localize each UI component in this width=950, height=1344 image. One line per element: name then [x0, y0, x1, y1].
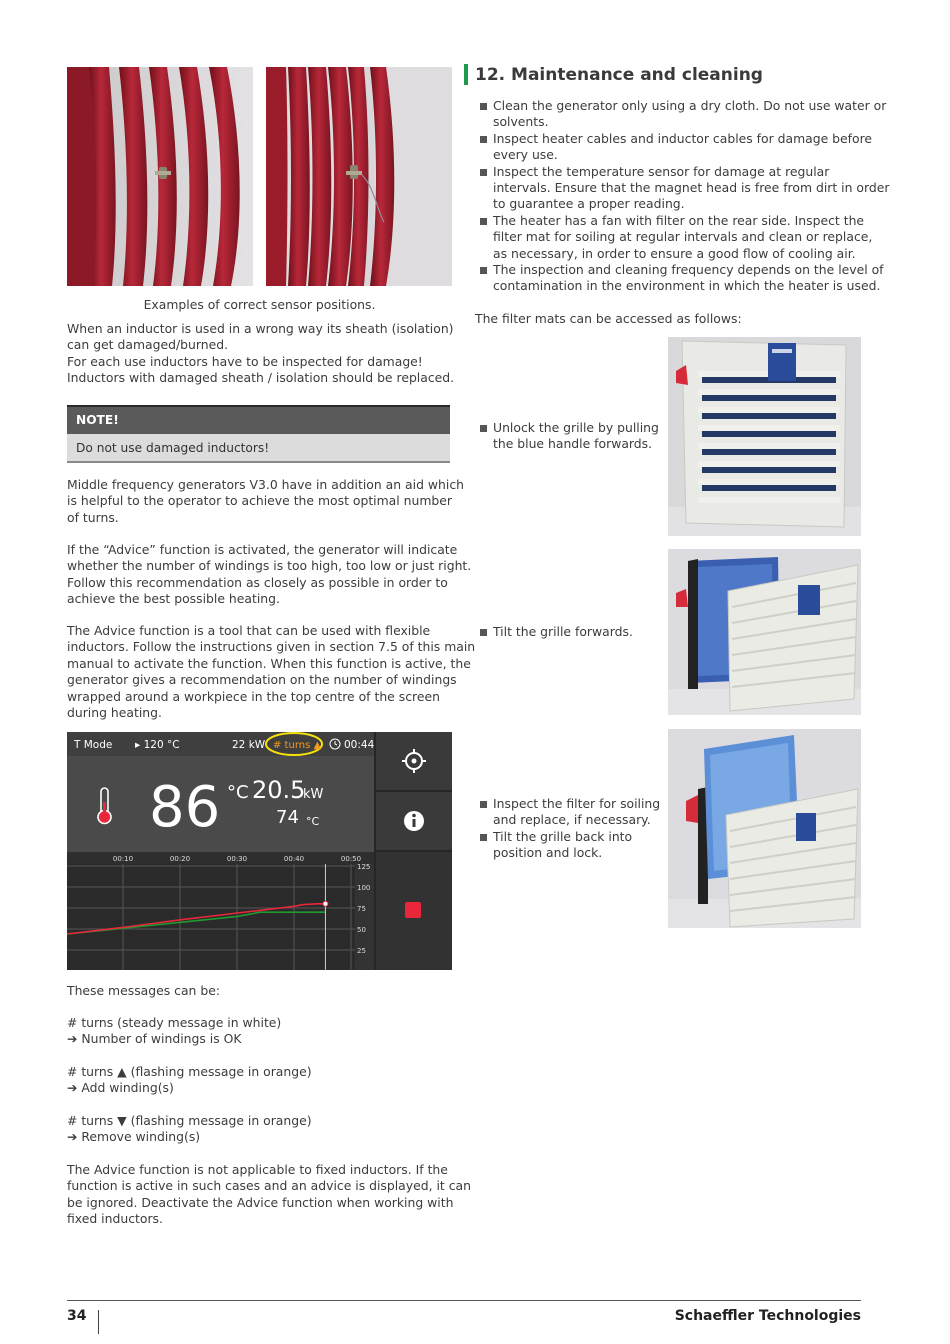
text-line: fixed inductors. [67, 1211, 163, 1227]
chart-y-tick: 100 [357, 884, 371, 892]
list-item [475, 420, 659, 453]
sensor-photo-right [266, 67, 452, 286]
closing-paragraph [67, 1162, 471, 1228]
chart-x-tick: 00:30 [226, 855, 248, 863]
chart-x-tick: 00:20 [169, 855, 191, 863]
setpoint-label: ▸ 120 °C [135, 739, 180, 751]
text-line: Tilt the grille back into [493, 828, 633, 844]
list-item [475, 131, 875, 164]
text-line: whether the number of windings is too high, too low or just right. [67, 558, 472, 574]
chart-y-tick: 125 [357, 863, 371, 871]
text-line: generator gives a recommendation on the number of windings [67, 672, 457, 688]
text-line: Clean the generator only using a dry cloth. Do not use water or [493, 98, 887, 113]
list-item [475, 262, 884, 295]
list-item [475, 213, 875, 262]
section-heading: 12. Maintenance and cleaning [475, 65, 763, 85]
text-line: solvents. [493, 114, 549, 130]
company-name: Schaeffler Technologies [674, 1308, 861, 1324]
page-number: 34 [67, 1308, 87, 1324]
heading-accent-bar [464, 64, 468, 85]
text-line: every use. [493, 147, 558, 163]
power-value: 20.5 [252, 776, 306, 804]
text-line: manual to activate the function. When this function is active, the [67, 655, 471, 671]
text-line: ➔ Number of windings is OK [67, 1031, 242, 1047]
generator-screen [67, 732, 452, 970]
step-tilt [475, 624, 633, 640]
chart-y-tick: 25 [357, 947, 366, 955]
secondary-temperature: 74 [276, 807, 299, 828]
note-title: NOTE! [67, 405, 450, 434]
text-line: Inspect heater cables and inductor cables for damage before [493, 130, 873, 146]
text-line: Follow this recommendation as closely as possible in order to [67, 574, 448, 590]
text-line: # turns ▲ (flashing message in orange) [67, 1064, 312, 1079]
chart-x-tick: 00:40 [283, 855, 305, 863]
text-line: as necessary, in order to ensure a good flow of cooling air. [493, 245, 856, 261]
list-item [475, 796, 660, 829]
advice-tool-paragraph [67, 623, 475, 721]
chart-x-tick: 00:10 [112, 855, 134, 863]
text-line: position and lock. [493, 845, 603, 861]
text-line: When an inductor is used in a wrong way its sheath (isolation) [67, 321, 454, 336]
text-line: function is active in such cases and an advice is displayed, it can [67, 1178, 471, 1194]
text-line: The inspection and cleaning frequency depends on the level of [493, 262, 884, 278]
message-remove [67, 1113, 312, 1146]
chart-x-tick: 00:50 [340, 855, 362, 863]
text-line: The Advice function is not applicable to fixed inductors. If the [67, 1162, 448, 1177]
text-line: Inspect the filter for soiling [493, 796, 661, 811]
filter-photo-mat-removed [668, 729, 861, 928]
temperature-unit: °C [227, 782, 249, 803]
photo-caption: Examples of correct sensor positions. [143, 297, 376, 312]
current-temperature: 86 [149, 775, 221, 840]
text-line: Inspect the temperature sensor for damage at regular [493, 163, 830, 179]
text-line: The heater has a fan with filter on the rear side. Inspect the [493, 212, 865, 228]
text-line: the blue handle forwards. [493, 436, 653, 452]
text-line: Inductors with damaged sheath / isolation should be replaced. [67, 370, 455, 386]
text-line: ➔ Add winding(s) [67, 1080, 174, 1096]
message-add [67, 1064, 312, 1097]
chart-y-tick: 75 [357, 905, 366, 913]
chart-current-marker [323, 901, 328, 906]
text-line: filter mat for soiling at regular intervals and clean or replace, [493, 229, 873, 245]
text-line: of turns. [67, 509, 119, 525]
note-text: Do not use damaged inductors! [67, 434, 450, 463]
text-line: during heating. [67, 705, 162, 721]
text-line: ➔ Remove winding(s) [67, 1129, 201, 1145]
elapsed-time: 00:44 [344, 739, 375, 751]
text-line: to guarantee a proper reading. [493, 196, 685, 212]
inductor-warning-text [67, 321, 454, 387]
text-line: can get damaged/burned. [67, 337, 229, 353]
text-line: Unlock the grille by pulling [493, 420, 659, 435]
text-line: inductors. Follow the instructions given in section 7.5 of this main [67, 639, 476, 655]
text-line: wrapped around a workpiece in the top centre of the screen [67, 688, 440, 704]
secondary-temperature-unit: °C [306, 815, 320, 828]
list-item [475, 163, 890, 213]
text-line: be ignored. Deactivate the Advice function when working with [67, 1194, 454, 1210]
text-line: Tilt the grille forwards. [493, 624, 633, 639]
text-line: For each use inductors have to be inspected for damage! [67, 353, 423, 369]
list-item [475, 624, 633, 640]
sensor-photo-left [67, 67, 253, 286]
footer-rule [67, 1300, 861, 1301]
power-unit: kW [303, 787, 324, 802]
list-item [475, 829, 660, 862]
turns-advice-label: # turns ▲ [273, 740, 322, 751]
filter-photo-open [668, 549, 861, 715]
stop-button[interactable] [405, 902, 421, 918]
text-line: # turns (steady message in white) [67, 1015, 282, 1030]
text-line: Middle frequency generators V3.0 have in addition an aid which [67, 477, 464, 492]
maintenance-bullets [475, 98, 890, 295]
list-item [475, 98, 887, 131]
text-line: and replace, if necessary. [493, 812, 651, 828]
text-line: achieve the best possible heating. [67, 591, 280, 607]
text-line: The Advice function is a tool that can be used with flexible [67, 623, 431, 638]
filter-photo-closed [668, 337, 861, 536]
mode-label: T Mode [74, 739, 113, 751]
text-line: If the “Advice” function is activated, the generator will indicate [67, 542, 458, 557]
step-unlock [475, 420, 659, 453]
step-inspect [475, 796, 660, 862]
chart-y-tick: 50 [357, 926, 366, 934]
message-ok [67, 1015, 281, 1048]
advice-intro-paragraph [67, 477, 464, 526]
text-line: is helpful to the operator to achieve the most optimal number [67, 493, 453, 509]
advice-function-paragraph [67, 542, 471, 608]
power-label: 22 kW [232, 739, 266, 751]
filter-intro: The filter mats can be accessed as follows: [475, 311, 742, 326]
messages-intro: These messages can be: [67, 983, 221, 998]
text-line: contamination in the environment in which the heater is used. [493, 278, 881, 294]
text-line: intervals. Ensure that the magnet head is free from dirt in order [493, 180, 890, 196]
info-icon[interactable] [404, 811, 424, 831]
footer-divider [98, 1310, 99, 1334]
text-line: # turns ▼ (flashing message in orange) [67, 1113, 312, 1128]
